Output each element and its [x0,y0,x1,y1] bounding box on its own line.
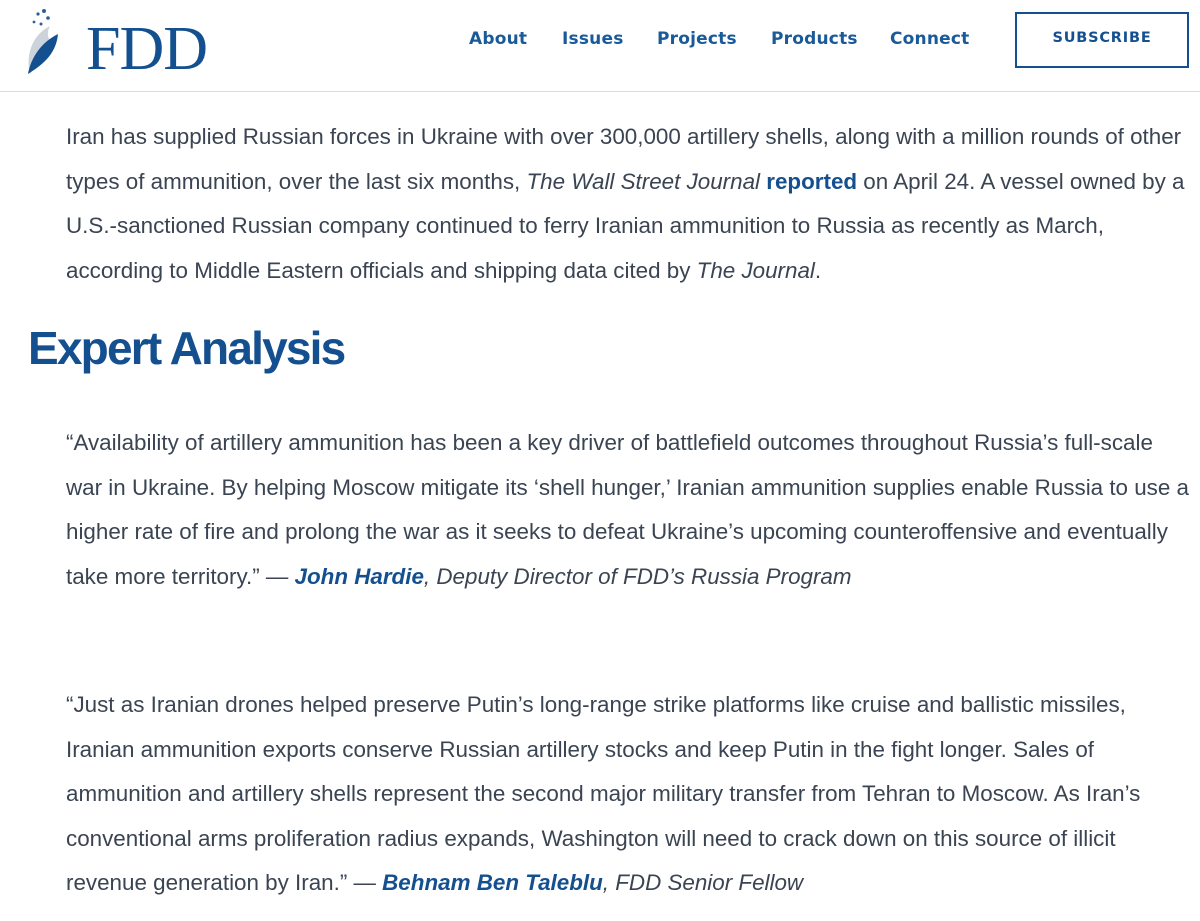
intro-text: Iran has supplied Russian forces in Ukraine with over 300,000 artillery shells, along with a million rounds of other types of ammunition, over the last six months, [66,124,1182,194]
expert-quote [66,683,1191,906]
source-journal: The Journal [696,257,815,283]
reported-link[interactable]: reported [766,168,858,194]
fdd-logo[interactable] [24,6,208,83]
expert-quote [66,421,1191,599]
quote-text: “Just as Iranian drones helped preserve Putin’s long-range strike platforms like cruise and ballistic missiles, Iranian ammunition exports conserve Russian artillery stocks and keep Putin in the fight longer. Sales of ammunition and artillery shells represent the second major military transfer from Tehran to Moscow. As Iran’s conventional arms proliferation radius expands, Washington will need to crack down on this source of illicit revenue generation by Iran.” — [66,692,1141,895]
intro-end: . [814,257,822,283]
intro-text-continued: on April 24. A vessel owned by a U.S.-sanctioned Russian company continued to ferry Iranian ammunition to Russia as recently as March, according to Middle Eastern officials and shipping data cited by [66,168,1185,283]
nav-issues[interactable]: Issues [562,29,624,49]
nav-products[interactable]: Products [771,29,858,49]
author-link-behnam-ben-taleblu[interactable]: Behnam Ben Taleblu [382,870,603,895]
nav-projects[interactable]: Projects [657,29,737,49]
fdd-emblem-icon [24,6,84,76]
nav-connect[interactable]: Connect [890,29,970,49]
author-title: , Deputy Director of FDD’s Russia Program [423,563,852,589]
nav-about[interactable]: About [469,29,528,49]
author-link-john-hardie[interactable]: John Hardie [294,563,424,589]
logo-wordmark: FDD [86,15,208,83]
site-header [0,0,1200,92]
source-wsj: The Wall Street Journal [526,168,761,194]
section-title-expert-analysis: Expert Analysis [28,322,345,374]
quote-text: “Availability of artillery ammunition has been a key driver of battlefield outcomes throughout Russia’s full-scale war in Ukraine. By helping Moscow mitigate its ‘shell hunger,’ Iranian ammunition supplies enable Russia to use a higher rate of fire and prolong the war as it seeks to defeat Ukraine’s upcoming counteroffensive and eventually take more territory.” — [66,430,1190,589]
author-title: , FDD Senior Fellow [602,870,804,895]
subscribe-button[interactable]: SUBSCRIBE [1015,12,1189,68]
intro-paragraph [66,115,1191,293]
